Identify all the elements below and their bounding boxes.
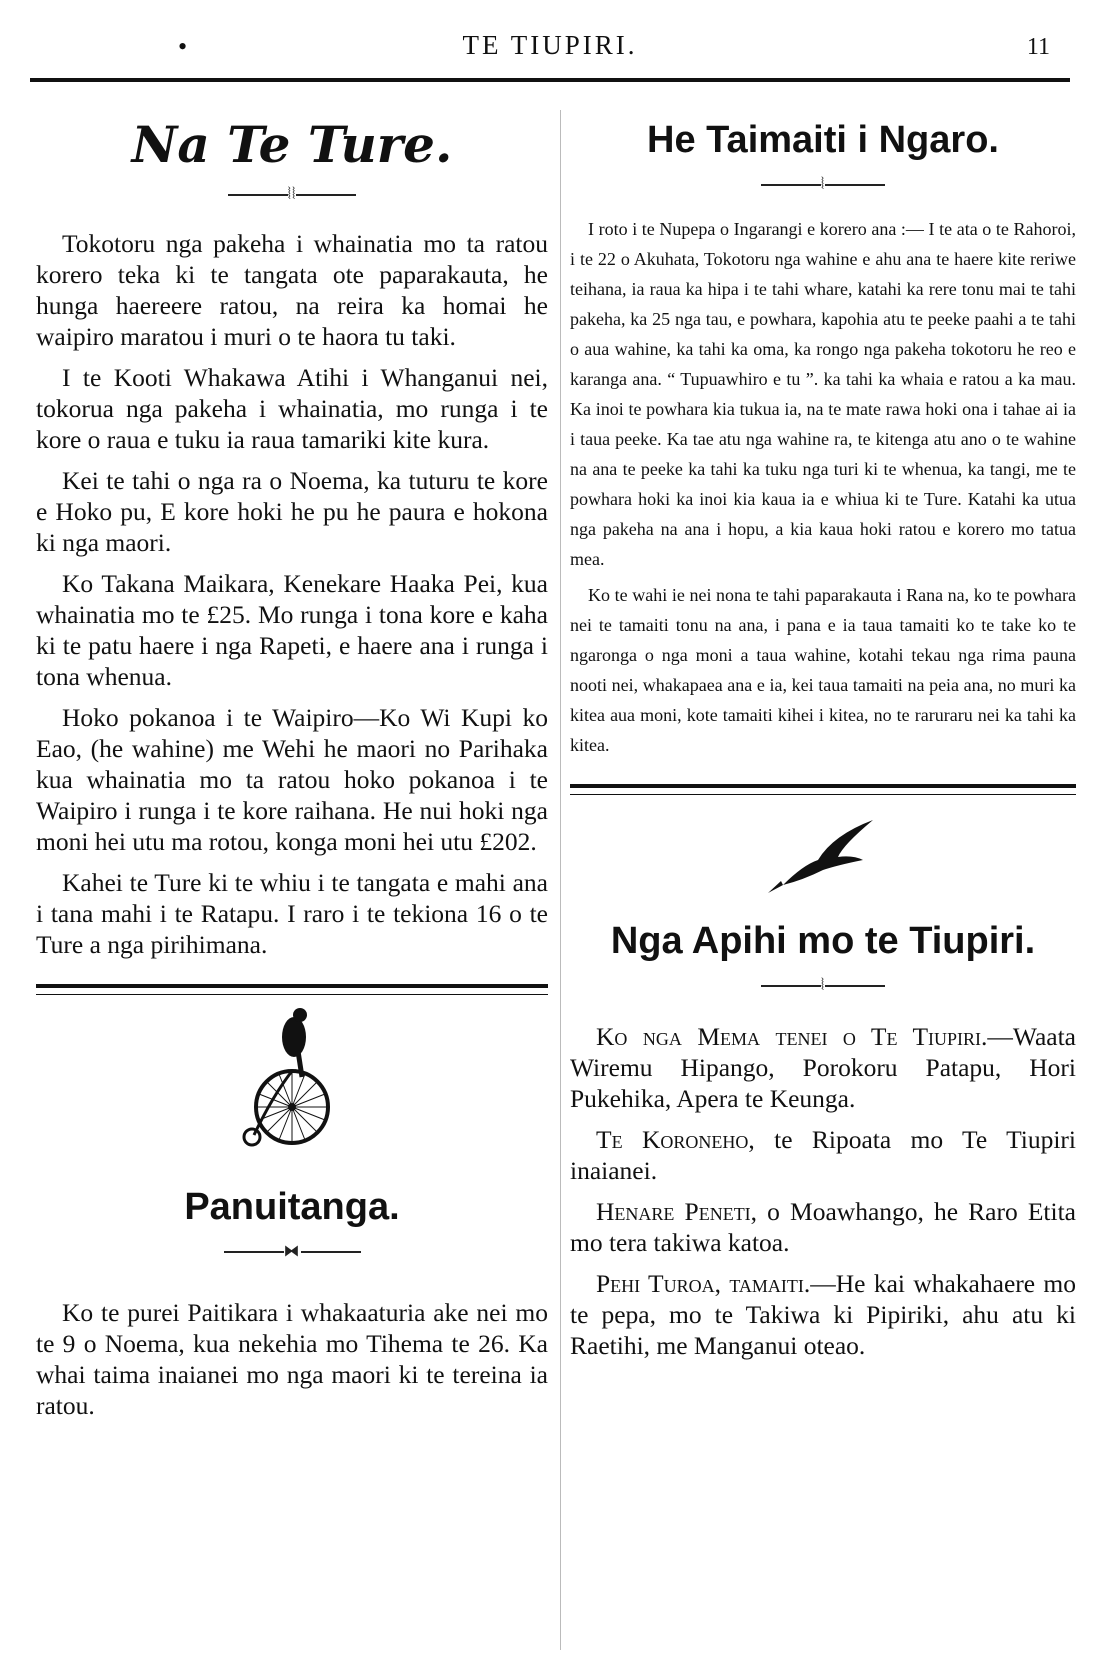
ture-paragraph: Ko Takana Maikara, Kenekare Haaka Pei, kua whainatia mo te £25. Mo runga i tona kore e kaha ki te patu haere i nga Rapeti, e haere ana i runga i tona whenua. (36, 569, 548, 691)
apihi-heading: Nga Apihi mo te Tiupiri. (610, 920, 1036, 962)
ornament-divider: ⦚ (570, 971, 1076, 1001)
taimaiti-heading: He Taimaiti i Ngaro. (647, 119, 999, 161)
masthead-title: TE TIUPIRI. (462, 30, 638, 60)
panuitanga-article (36, 1007, 548, 1421)
apihi-article (570, 815, 1076, 1361)
left-column (36, 110, 548, 1431)
section-rule (570, 784, 1076, 795)
column-separator (560, 110, 561, 1650)
ture-paragraph: Kahei te Ture ki te whiu i te tangata e mahi ana i tana mahi i te Ratapu. I raro i te tekiona 16 o te Ture a nga pirihimana. (36, 868, 548, 959)
swallow-icon (763, 815, 883, 895)
page-header (30, 22, 1070, 62)
ture-heading: Na Te Ture. (131, 115, 453, 174)
ture-paragraph: Tokotoru nga pakeha i whainatia mo ta ratou korero teka ki te tangata ote paparakauta, he hunga haereere ratou, na reira ka homai he waipiro maratou i muri o te haora tu taki. (36, 229, 548, 351)
ornament-divider: ⧓ (36, 1237, 548, 1267)
page-number: 11 (1026, 34, 1050, 60)
section-rule (36, 984, 548, 995)
header-dot: • (178, 32, 188, 61)
apihi-entry: Te Koroneho, te Ripoata mo Te Tiupiri inaianei. (570, 1125, 1077, 1185)
ture-paragraph: I te Kooti Whakawa Atihi i Whanganui nei, tokorua nga pakeha i whainatia, mo runga i te kore o raua e tuku ia raua tamariki kite kura. (36, 363, 548, 454)
ornament-divider: ⦚⦚ (36, 180, 548, 210)
right-column (570, 110, 1076, 1371)
taimaiti-article (570, 110, 1076, 760)
taimaiti-paragraph: I roto i te Nupepa o Ingarangi e korero ana :— I te ata o te Rahoroi, i te 22 o Akuhata, Tokotoru nga wahine e ahu ana te haere kite reriwe teihana, ia raua ka hipa i te tahi whare, katahi ka rere tonu mai te tahi pakeha, ka 25 nga tau, e powhara, kapohia atu te peeke paahi a te tahi o aua wahine, ka tahi ka oma, ka rongo nga pakeha tokotoru he reo e karanga ana. “ Tupuawhiro e tu ”. ka tahi ka whaia e ratou a ka mau. Ka inoi te powhara kia tukua ia, na te mate rawa hoki ona i tahae ai ia i taua peeke. Ka tae atu nga wahine ra, te kitenga atu ano o te wahine na ana te peeke ka tahi ka tuku nga turi ki te whenua, ka tangi, me te powhara hoki ka inoi kia kaua ia e whiua ki te Ture. Katahi ka utua nga pakeha na ana i hopu, a kia kaua hoki ratou e korero mo tatua mea. (570, 219, 1076, 569)
bicycle-icon (232, 1007, 352, 1147)
ture-paragraph: Hoko pokanoa i te Waipiro—Ko Wi Kupi ko Eao, (he wahine) me Wehi he maori no Parihaka kua whainatia mo ta ratou hoko pokanoa i te Waipiro i runga i te kore raihana. He nui hoki nga moni hei utu ma rotou, konga moni hei utu £202. (36, 703, 548, 856)
ture-article (36, 110, 548, 960)
ture-paragraph: Kei te tahi o nga ra o Noema, ka tuturu te kore e Hoko pu, E kore hoki he pu he paura e hokona ki nga maori. (36, 466, 548, 557)
apihi-entry: Pehi Turoa, tamaiti.—He kai whakahaere mo te pepa, mo te Takiwa ki Pipiriki, ahu atu ki Raetihi, me Manganui oteao. (570, 1269, 1076, 1360)
panuitanga-heading: Panuitanga. (184, 1186, 400, 1228)
taimaiti-paragraph: Ko te wahi ie nei nona te tahi paparakauta i Rana na, ko te powhara nei te tamaiti tonu na ana, i pana e ia taua tamaiti ko te take ko te ngaronga o nga moni a taua wahine, kotahi tekau nga rima pauna nooti nei, whakapaea ana e ia, kei taua tamaiti na peia ana, no muri ka kitea aua moni, kote tamaiti kihei i kitea, no te raruraru nei ka tahi ka kitea. (570, 585, 1076, 755)
panuitanga-paragraph: Ko te purei Paitikara i whakaaturia ake nei mo te 9 o Noema, kua nekehia mo Tihema te 26. Ka whai taima inaianei mo nga maori ki te tereina ia ratou. (36, 1298, 548, 1420)
header-rule (30, 78, 1070, 82)
apihi-entry: Henare Peneti, o Moawhango, he Raro Etita mo tera takiwa katoa. (570, 1197, 1076, 1257)
ornament-divider: ⦚ (570, 170, 1076, 200)
apihi-entry: Ko nga Mema tenei o Te Tiupiri.—Waata Wiremu Hipango, Porokoru Patapu, Hori Pukehika, Apera te Keunga. (570, 1022, 1076, 1113)
